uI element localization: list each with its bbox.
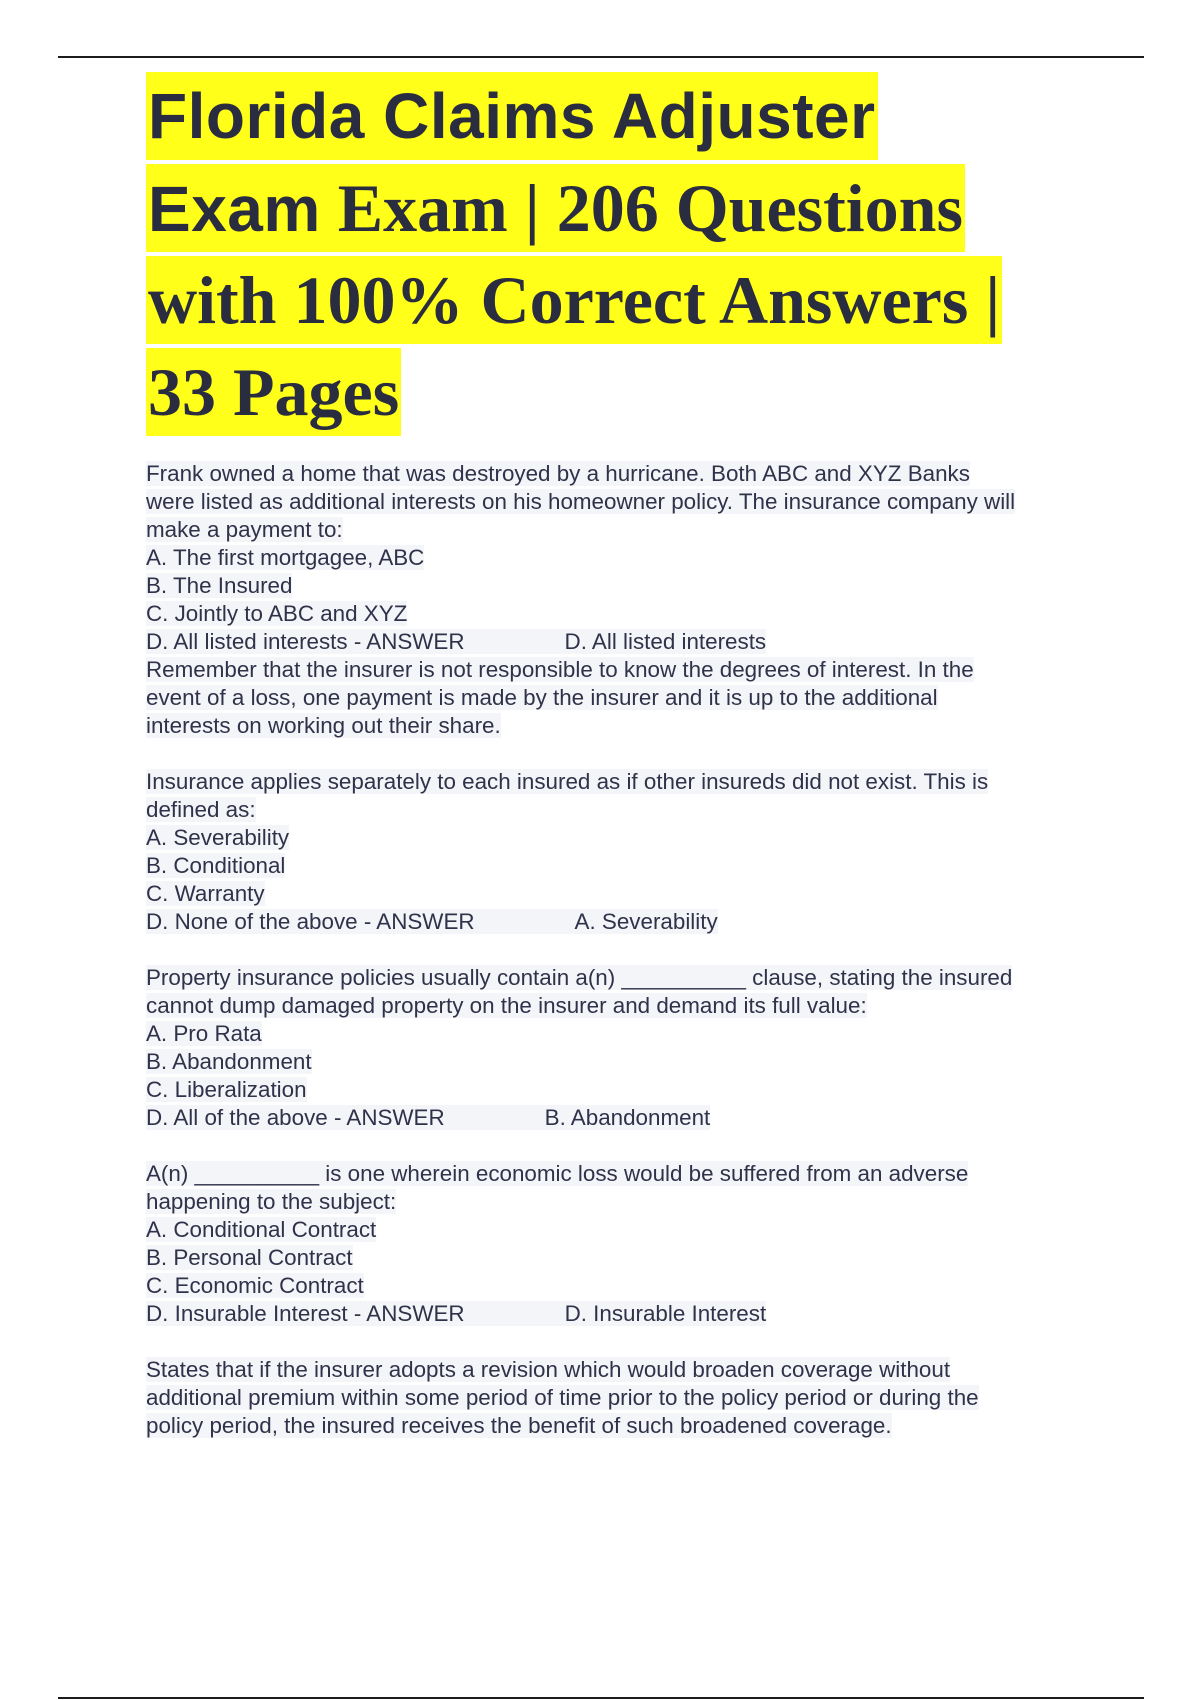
answer-line [146, 1104, 1106, 1132]
question-block [146, 964, 1106, 1132]
option-line: A. Severability [146, 825, 290, 850]
title-line-2 [146, 164, 1106, 256]
question-text-line: cannot dump damaged property on the insurer and demand its full value: [146, 993, 867, 1018]
option-line: B. Personal Contract [146, 1245, 353, 1270]
last-option: D. All of the above - ANSWER [146, 1105, 445, 1130]
question-text-line: policy period, the insured receives the benefit of such broadened coverage. [146, 1413, 892, 1438]
title-sans-part: Florida Claims Adjuster [148, 80, 876, 152]
question-text-line: Property insurance policies usually contain a(n) __________ clause, stating the insured [146, 965, 1013, 990]
answer-line [146, 1300, 1106, 1328]
option-line: C. Economic Contract [146, 1273, 364, 1298]
last-option: D. Insurable Interest - ANSWER [146, 1301, 465, 1326]
question-text-line: were listed as additional interests on his homeowner policy. The insurance company will [146, 489, 1016, 514]
question-block [146, 768, 1106, 936]
last-option: D. None of the above - ANSWER [146, 909, 475, 934]
title-line-3 [146, 256, 1106, 348]
title-sans-part: Exam [148, 173, 321, 245]
questions-list [146, 460, 1106, 1468]
answer-text: A. Severability [574, 909, 718, 934]
title-line-1 [146, 72, 1106, 164]
option-line: B. Conditional [146, 853, 286, 878]
title-serif-part: with 100% Correct Answers | [148, 262, 1001, 338]
explanation-line: event of a loss, one payment is made by the insurer and it is up to the additional [146, 685, 938, 710]
explanation-line: interests on working out their share. [146, 713, 501, 738]
question-text-line: additional premium within some period of time prior to the policy period or during the [146, 1385, 979, 1410]
option-line: A. Pro Rata [146, 1021, 262, 1046]
bottom-rule [58, 1697, 1144, 1699]
question-text-line: Frank owned a home that was destroyed by a hurricane. Both ABC and XYZ Banks [146, 461, 970, 486]
option-line: C. Liberalization [146, 1077, 307, 1102]
question-text-line: happening to the subject: [146, 1189, 397, 1214]
top-rule [58, 56, 1144, 58]
answer-line [146, 628, 1106, 656]
question-text-line: A(n) __________ is one wherein economic loss would be suffered from an adverse [146, 1161, 969, 1186]
title-serif-part: 33 Pages [148, 354, 400, 430]
option-line: B. Abandonment [146, 1049, 312, 1074]
option-line: A. Conditional Contract [146, 1217, 377, 1242]
answer-text: D. All listed interests [564, 629, 767, 654]
option-line: C. Warranty [146, 881, 265, 906]
question-block [146, 1160, 1106, 1328]
option-line: C. Jointly to ABC and XYZ [146, 601, 408, 626]
title-line-4 [146, 348, 1106, 440]
document-title [146, 72, 1106, 440]
question-block [146, 1356, 1106, 1440]
question-text-line: Insurance applies separately to each insured as if other insureds did not exist. This is [146, 769, 989, 794]
question-text-line: make a payment to: [146, 517, 343, 542]
answer-text: D. Insurable Interest [564, 1301, 767, 1326]
option-line: B. The Insured [146, 573, 293, 598]
option-line: A. The first mortgagee, ABC [146, 545, 425, 570]
answer-text: B. Abandonment [544, 1105, 711, 1130]
title-serif-part: Exam | 206 Questions [320, 170, 963, 246]
last-option: D. All listed interests - ANSWER [146, 629, 465, 654]
question-text-line: States that if the insurer adopts a revision which would broaden coverage without [146, 1357, 951, 1382]
explanation-line: Remember that the insurer is not responsible to know the degrees of interest. In the [146, 657, 974, 682]
question-text-line: defined as: [146, 797, 256, 822]
question-block [146, 460, 1106, 740]
answer-line [146, 908, 1106, 936]
